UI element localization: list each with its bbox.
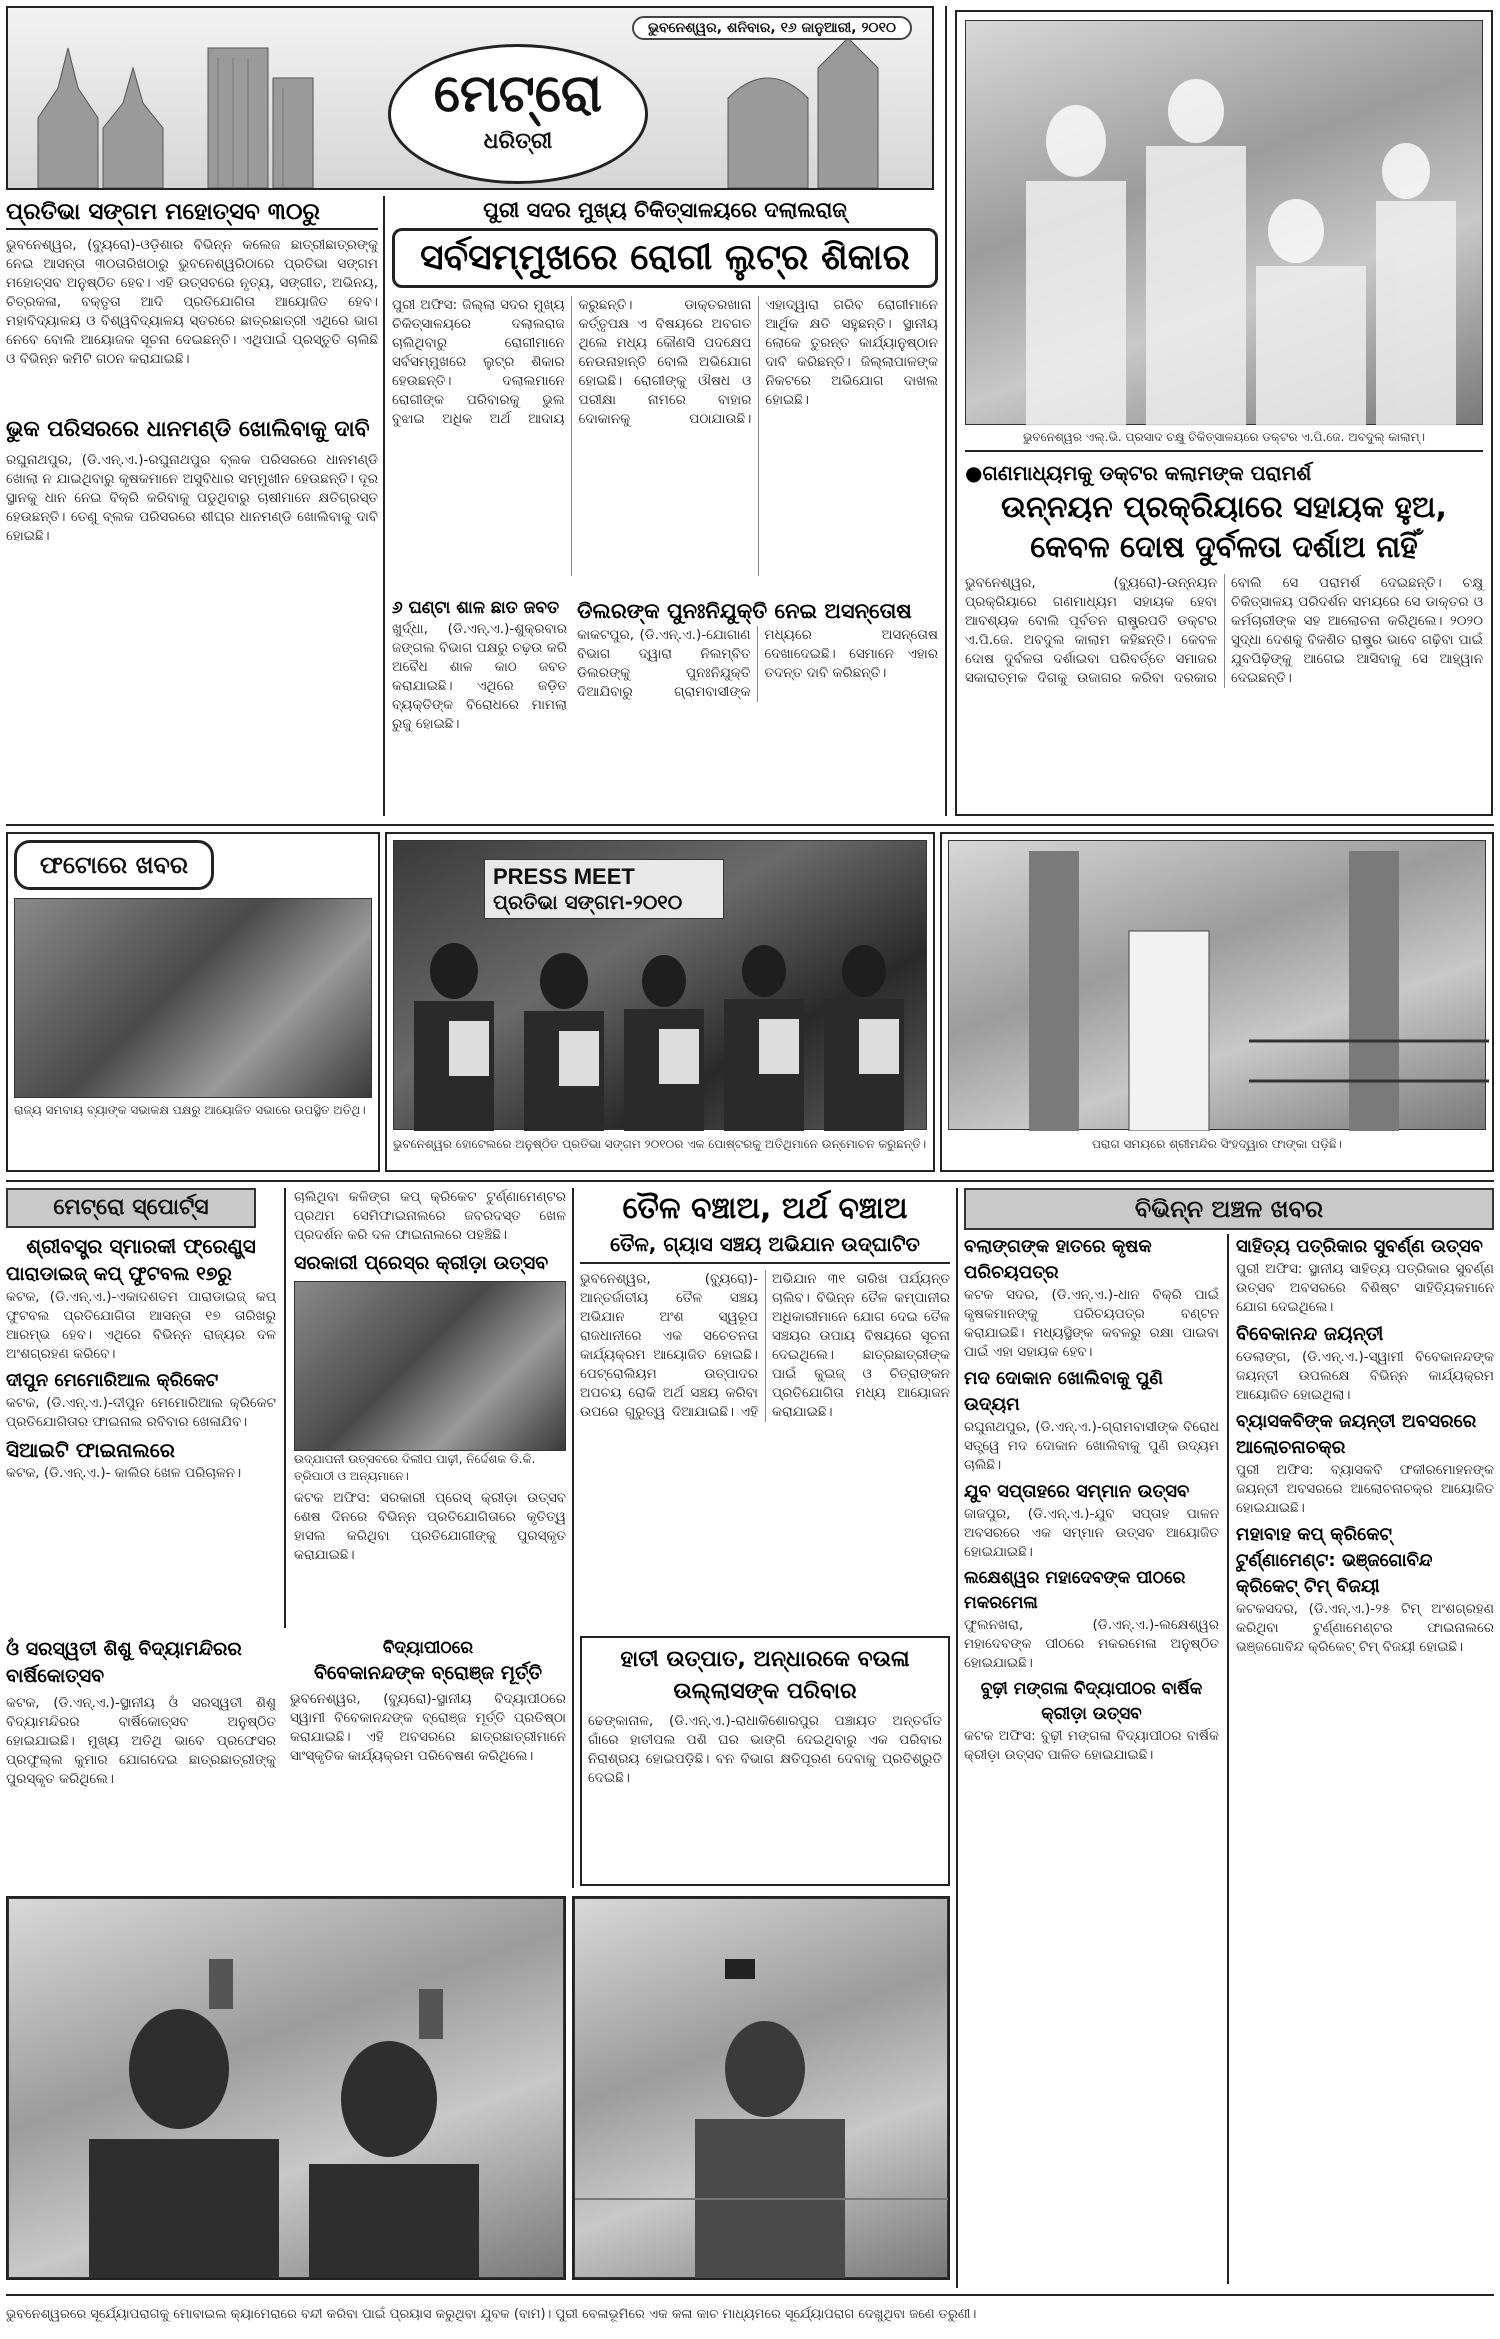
section-label: ବିଭିନ୍ନ ଅଞ୍ଚଳ ଖବର [964,1188,1494,1230]
masthead-title: ମେଟ୍ରୋ [433,64,603,124]
headline: ପ୍ରତିଭା ସଙ୍ଗମ ମହୋତ୍ସବ ୩୦ରୁ [6,196,378,230]
story-pratibha-sangam [6,196,378,411]
story-body: ଜାଜପୁର, (ଡି.ଏନ୍.ଏ.)-ଯୁବ ସପ୍ତାହ ପାଳନ ଅବସରରେ ଏକ ସମ୍ମାନ ଉତ୍ସବ ଆୟୋଜିତ ହୋଇଯାଇଛି। [964,1506,1219,1560]
kalam-photo [965,20,1483,425]
headline: ଓଁ ସରସ୍ୱତୀ ଶିଶୁ ବିଦ୍ୟାମନ୍ଦିରର ବାର୍ଷିକୋତ୍ସବ [6,1638,242,1687]
banner-title: PRESS MEET [493,864,635,889]
story-body: କଟକସଦର, (ଡି.ଏନ୍.ଏ.)-୨୫ ଟିମ୍ ଅଂଶଗ୍ରହଣ କରିଥିବା ଟୁର୍ଣ୍ଣାମେଣ୍ଟର ଫାଇନାଲରେ ଭଞ୍ଜଗୋବିନ୍ଦ କ୍ରିକେଟ୍ ଟିମ୍ ବିଜୟୀ ହୋଇଛି। [1236,1601,1494,1655]
story-body: କଟକ, (ଡି.ଏନ୍.ଏ.)-ସ୍ଥାନୀୟ ଓଁ ସରସ୍ୱତୀ ଶିଶୁ ବିଦ୍ୟାମନ୍ଦିରର ବାର୍ଷିକୋତ୍ସବ ଅନୁଷ୍ଠିତ ହୋଇଯାଇଛି। ମୁଖ୍ୟ ଅତିଥି ଭାବେ ପ୍ରଫେସର ପ୍ରଫୁଲ୍ଲ କୁମାର ଯୋଗଦେଇ ଛାତ୍ରଛାତ୍ରୀଙ୍କୁ ପୁରସ୍କୃତ କରିଥିଲେ। [6,1695,276,1787]
headline: ଦୀପୁନ ମେମୋରିଆଲ କ୍ରିକେଟ [6,1370,219,1391]
story-body: ଫୁଲନଖରା, (ଡି.ଏନ୍.ଏ.)-ଲକ୍ଷେଶ୍ୱର ମହାଦେବଙ୍କ ପୀଠରେ ମକରମେଳା ଅନୁଷ୍ଠିତ ହୋଇଯାଇଛି। [964,1617,1219,1671]
section-rule [6,1180,1494,1182]
section-label: ଫଟୋରେ ଖବର [14,840,214,890]
story-body: କଟକ, (ଡି.ଏନ୍.ଏ.)- କାଲିର ଖେଳ ପରିଚାଳନ। [6,1465,242,1481]
story-elephant [580,1636,950,1886]
temple-gate-illustration [949,841,1489,1131]
photo-news-block-1 [6,832,380,1172]
photo-caption: ରାଜ୍ୟ ସମବାୟ ବ୍ୟାଙ୍କ ସଭାକକ୍ଷ ପକ୍ଷରୁ ଆୟୋଜିତ ସଭାରେ ଉପସ୍ଥିତ ଅତିଥି। [14,1103,366,1117]
footer-rule [6,2294,1494,2296]
story-vivekananda-statue [290,1636,566,1896]
section-rule [6,824,1494,826]
kalam-photo-figures [966,21,1484,426]
press-meet-photo [393,840,927,1130]
story-body: ଭୁବନେଶ୍ୱର, (ବ୍ୟୁରୋ)-ଓଡ଼ିଶାର ବିଭିନ୍ନ କଲେଜ ଛାତ୍ରୀଛାତ୍ରଙ୍କୁ ନେଇ ଆସନ୍ତା ୩୦ତାରିଖଠାରୁ ଭୁବନେଶ୍ୱରିଠାରେ ପ୍ରତିଭା ସଙ୍ଗମ ମହୋତ୍ସବ ଅନୁଷ୍ଠିତ ହେବ। ଏହି ଉତ୍ସବରେ ନୃତ୍ୟ, ସଙ୍ଗୀତ, ଅଭିନୟ, ଚିତ୍ରକଳା, ବକ୍ତୃତା ଆଦି ପ୍ରତିଯୋଗିତା ଆୟୋଜିତ ହେବ। ମହାବିଦ୍ୟାଳୟ ଓ ବିଶ୍ୱବିଦ୍ୟାଳୟ ସ୍ତରରେ ଛାତ୍ରଛାତ୍ରୀ ଏଥିରେ ଭାଗ ନେବେ ବୋଲି ଆୟୋଜକ ସୂଚନା ଦେଇଛନ୍ତି। ଏଥିପାଇଁ ପ୍ରସ୍ତୁତି ଚାଲିଛି ଓ ବିଭିନ୍ନ କମିଟି ଗଠନ କରାଯାଇଛି। [6,237,378,367]
eclipse-figures [9,1899,565,2279]
column-rule [945,6,947,816]
eclipse-mobile-photo [8,1898,564,2278]
headline: ସିଆଇଟି ଫାଇନାଲରେ [6,1438,175,1462]
story-body: ଚାଲିଥିବା କଳିଙ୍ଗ କପ୍ କ୍ରିକେଟ ଟୁର୍ଣ୍ଣାମେଣ୍ଟର ପ୍ରଥମ ସେମିଫାଇନାଲରେ ଜବରଦସ୍ତ ଖେଳ ପ୍ରଦର୍ଶନ କରି ଦଳ ଫାଇନାଲରେ ପହଞ୍ଚିଛି। [294,1189,566,1243]
column-rule [572,1188,574,1888]
dateline: ଭୁବନେଶ୍ୱର, ଶନିବାର, ୧୬ ଜାନୁଆରୀ, ୨୦୧୦ [632,16,912,40]
footer-caption: ଭୁବନେଶ୍ୱରରେ ସୂର୍ଯ୍ୟୋପରାଗକୁ ମୋବାଇଲ କ୍ୟାମେରାରେ ବନ୍ଦୀ କରିବା ପାଇଁ ପ୍ରୟାସ କରୁଥିବା ଯୁବକ (ବାମ)। ପୁରୀ ବେଳାଭୂମିରେ ଏକ କଳା କାଚ ମାଧ୍ୟମରେ ସୂର୍ଯ୍ୟୋପରାଗ ଦେଖୁଥିବା ଜଣେ ତରୁଣୀ। [6,2307,977,2322]
headline: ଶ୍ରୀବସ୍ତ୍ର ସ୍ମାରକୀ ଫ୍ରେଣ୍ଡ୍ସ [26,1234,256,1258]
regional-section [964,1188,1494,2288]
column-rule [1227,1234,1229,2284]
column-rule [284,1188,286,1628]
headline: ମଦ ଦୋକାନ ଖୋଲିବାକୁ ପୁଣି ଉଦ୍ୟମ [964,1368,1163,1415]
banner-subtitle: ପ୍ରତିଭା ସଙ୍ଗମ-୨୦୧୦ [493,890,683,914]
substory-bhoka [392,596,567,811]
people-silhouettes [394,841,930,1131]
temple-gate-photo [948,840,1486,1130]
photo-caption: ପରାଗ ସମୟରେ ଶ୍ରୀମନ୍ଦିର ସିଂହଦ୍ୱାର ଫାଙ୍କା ପଡ଼ିଛି। [1091,1137,1343,1151]
story-body: ପୁରୀ ଅଫିସ: ବ୍ୟାସକବି ଫକୀରମୋହନଙ୍କ ଜୟନ୍ତୀ ଅବସରରେ ଆଲୋଚନାଚକ୍ର ଆୟୋଜିତ ହୋଇଯାଇଛି। [1236,1462,1494,1516]
meeting-photo [14,898,372,1098]
headline: ବଲାଙ୍ଗଙ୍କ ହାତରେ କୃଷକ ପରିଚୟପତ୍ର [964,1236,1152,1283]
masthead-oval [388,44,648,184]
headline: ସର୍ବସମ୍ମୁଖରେ ରୋଗୀ ଲୁଟ୍‌ର ଶିକାର [392,228,938,288]
photo-caption: ଉଦ୍‌ଯାପନୀ ଉତ୍ସବରେ ଦିଲୀପ ପାଢ଼ୀ, ନିର୍ଦ୍ଦେଶକ ଡି.କି. ତ୍ରିପାଠୀ ଓ ଅନ୍ୟମାନେ। [294,1452,536,1483]
eclipse-photo-left [6,1896,566,2280]
story-body: ରଘୁନାଥପୁର, (ଡି.ଏନ୍.ଏ.)-ରଘୁନାଥପୁର ବ୍ଲକ ପରିସରରେ ଧାନମଣ୍ଡି ଖୋଲା ନ ଯାଇଥିବାରୁ କୃଷକମାନେ ଅସୁବିଧାର ସମ୍ମୁଖୀନ ହେଉଛନ୍ତି। ଦୂର ସ୍ଥାନକୁ ଧାନ ନେଇ ବିକ୍ରି କରିବାକୁ ପଡୁଥିବାରୁ ଚାଷୀମାନେ କ୍ଷତିଗ୍ରସ୍ତ ହେଉଛନ୍ତି। ତେଣୁ ବ୍ଲକ ପରିସରରେ ଶୀଘ୍ର ଧାନମଣ୍ଡି ଖୋଲିବାକୁ ଦାବି ହୋଇଛି। [6,452,378,544]
photo-news-block-3 [940,832,1494,1172]
photo-caption: ଭୁବନେଶ୍ୱର ହୋଟେଲରେ ଅନୁଷ୍ଠିତ ପ୍ରତିଭା ସଙ୍ଗମ ୨୦୧୦ର ଏକ ପୋଷ୍ଟରକୁ ଅତିଥିମାନେ ଉନ୍ମୋଚନ କରୁଛନ୍ତି। [393,1137,927,1151]
headline: ମହାବାହ କପ୍ କ୍ରିକେଟ୍ ଟୁର୍ଣ୍ଣାମେଣ୍ଟ: ଭଞ୍ଜଗୋବିନ୍ଦ କ୍ରିକେଟ୍ ଟିମ୍ ବିଜୟୀ [1236,1524,1433,1597]
story-body: ପୁରୀ ଅଫିସ: ସ୍ଥାନୀୟ ସାହିତ୍ୟ ପତ୍ରିକାର ସୁବର୍ଣ୍ଣ ଉତ୍ସବ ଅବସରରେ ବିଶିଷ୍ଟ ସାହିତ୍ୟିକମାନେ ଯୋଗ ଦେଇଥିଲେ। [1236,1261,1494,1315]
regional-col-1 [964,1234,1219,2284]
story-kalam [955,10,1493,816]
eclipse-girl-figure [575,1899,949,2279]
regional-col-2 [1236,1234,1494,2284]
kicker: ●ଗଣମାଧ୍ୟମକୁ ଡକ୍ଟର କଲାମଙ୍କ ପରାମର୍ଶ [965,461,1312,485]
eclipse-photo-right [572,1896,950,2280]
headline: ବିବେକାନନ୍ଦ ଜୟନ୍ତୀ [1236,1323,1384,1345]
photo-caption: ଭୁବନେଶ୍ୱର ଏଲ୍.ଭି. ପ୍ରସାଦ ଚକ୍ଷୁ ଚିକିତ୍ସାଳୟରେ ଡକ୍ଟର ଏ.ପି.ଜେ. ଅବଦୁଲ୍ କାଲାମ୍। [965,425,1483,452]
story-saraswati [6,1636,276,1896]
story-body: କଟକ, (ଡି.ଏନ୍.ଏ.)-ଏକାଦଶତମ ପାରାଡାଇଜ୍ କପ୍ ଫୁଟବଲ ପ୍ରତିଯୋଗିତା ଆସନ୍ତା ୧୭ ତାରିଖରୁ ଆରମ୍ଭ ହେବ। ଏଥିରେ ବିଭିନ୍ନ ରାଜ୍ୟର ଦଳ ଅଂଶଗ୍ରହଣ କରିବେ। [6,1289,276,1362]
story-oil [580,1188,950,1628]
story-body: କାକଟପୁର, (ଡି.ଏନ୍.ଏ.)-ଯୋଗାଣ ବିଭାଗ ଦ୍ୱାରା ନିଲମ୍ବିତ ଡିଲରଙ୍କୁ ପୁନଃନିଯୁକ୍ତି ଦିଆଯିବାରୁ ଗ୍ରାମବାସୀଙ୍କ ମଧ୍ୟରେ ଅସନ୍ତୋଷ ଦେଖାଦେଇଛି। ସେମାନେ ଏହାର ତଦନ୍ତ ଦାବି କରିଛନ୍ତି। [577,627,938,700]
sports-col-1 [6,1232,276,1612]
sports-col-2 [294,1188,566,1628]
story-body: ଖୁର୍ଦ୍ଧା, (ଡି.ଏନ୍.ଏ.)-ଶୁକ୍ରବାର ଜଙ୍ଗଲ ବିଭାଗ ପକ୍ଷରୁ ଚଢ଼ଉ କରି ଅବୈଧ ଶାଳ କାଠ ଜବତ କରାଯାଇଛି। ଏଥିରେ ଜଡ଼ିତ ବ୍ୟକ୍ତିଙ୍କ ବିରୋଧରେ ମାମଲା ରୁଜୁ ହୋଇଛି। [392,621,567,732]
headline: ଲକ୍ଷେଶ୍ୱର ମହାଦେବଙ୍କ ପୀଠରେ ମକରମେଳା [964,1568,1186,1613]
story-dhanamandi [6,415,378,815]
headline: ସାହିତ୍ୟ ପତ୍ରିକାର ସୁବର୍ଣ୍ଣ ଉତ୍ସବ [1236,1236,1483,1257]
column-rule [383,196,385,816]
press-sports-photo [294,1281,566,1451]
headline: ପାରାଡାଇଜ୍ କପ୍ ଫୁଟବଲ ୧୭ରୁ [6,1263,232,1285]
story-body: ପୁରୀ ଅଫିସ: ଜିଲ୍ଲା ସଦର ମୁଖ୍ୟ ଚିକିତ୍ସାଳୟରେ ଦଲାଲରାଜ ଚାଲିଥିବାରୁ ରୋଗୀମାନେ ସର୍ବସମ୍ମୁଖରେ ଲୁଟ୍‌ର ଶିକାର ହେଉଛନ୍ତି। ଦଲାଲମାନେ ରୋଗୀଙ୍କ ପରିବାରକୁ ଭୁଲ ବୁଝାଇ ଅଧିକ ଅର୍ଥ ଆଦାୟ କରୁଛନ୍ତି। ଡାକ୍ତରଖାନା କର୍ତ୍ତୃପକ୍ଷ ଏ ବିଷୟରେ ଅବଗତ ଥିଲେ ମଧ୍ୟ କୌଣସି ପଦକ୍ଷେପ ନେଉନାହାନ୍ତି ବୋଲି ଅଭିଯୋଗ ହୋଇଛି। ରୋଗୀଙ୍କୁ ଔଷଧ ଓ ପରୀକ୍ଷା ନାମରେ ବାହାର ଦୋକାନକୁ ପଠାଯାଉଛି। ଏହାଦ୍ୱାରା ଗରିବ ରୋଗୀମାନେ ଆର୍ଥିକ କ୍ଷତି ସହୁଛନ୍ତି। ସ୍ଥାନୀୟ ଲୋକେ ତୁରନ୍ତ କାର୍ଯ୍ୟାନୁଷ୍ଠାନ ଦାବି କରିଛନ୍ତି। ଜିଲ୍ଲାପାଳଙ୍କ ନିକଟରେ ଅଭିଯୋଗ ଦାଖଲ ହୋଇଛି। [392,297,938,427]
kicker: ପୁରୀ ସଦର ମୁଖ୍ୟ ଚିକିତ୍ସାଳୟରେ ଦଲାଲରାଜ୍ [483,198,847,222]
headline: ବିବେକାନନ୍ଦଙ୍କ ବ୍ରୋଞ୍ଜ ମୂର୍ତ୍ତି [313,1662,543,1684]
section-label: ମେଟ୍ରୋ ସ୍ପୋର୍ଟ୍ସ [6,1188,256,1228]
headline: ବ୍ୟାସକବିଙ୍କ ଜୟନ୍ତୀ ଅବସରରେ ଆଲୋଚନାଚକ୍ର [1236,1411,1477,1458]
headline: ଡିଲରଙ୍କ ପୁନଃନିଯୁକ୍ତି ନେଇ ଅସନ୍ତୋଷ [577,599,912,623]
story-body: ଭୁବନେଶ୍ୱର, (ବ୍ୟୁରୋ)-ସ୍ଥାନୀୟ ବିଦ୍ୟାପୀଠରେ ସ୍ୱାମୀ ବିବେକାନନ୍ଦଙ୍କ ବ୍ରୋଞ୍ଜ ମୂର୍ତ୍ତି ପ୍ରତିଷ୍ଠା କରାଯାଇଛି। ଏହି ଅବସରରେ ଛାତ୍ରଛାତ୍ରୀମାନେ ସାଂସ୍କୃତିକ କାର୍ଯ୍ୟକ୍ରମ ପରିବେଷଣ କରିଥିଲେ। [290,1691,566,1764]
substory-dilara [577,596,938,811]
story-body: କଟକ ଅଫିସ: ବୁଢ଼ୀ ମଙ୍ଗଳା ବିଦ୍ୟାପୀଠର ବାର୍ଷିକ କ୍ରୀଡ଼ା ଉତ୍ସବ ପାଳିତ ହୋଇଯାଇଛି। [964,1728,1219,1763]
eclipse-beach-photo [574,1898,948,2278]
photo-news-block-2 [385,832,935,1172]
headline: ବୁଢ଼ୀ ମଙ୍ଗଳା ବିଦ୍ୟାପୀଠର ବାର୍ଷିକ କ୍ରୀଡ଼ା ଉତ୍ସବ [980,1679,1203,1724]
kicker: ବିଦ୍ୟାପୀଠରେ [382,1638,474,1658]
column-rule [956,1188,958,2288]
headline: ଯୁବ ସପ୍ତାହରେ ସମ୍ମାନ ଉତ୍ସବ [964,1481,1190,1502]
headline: ୬ ଘଣ୍ଟା ଶାଳ ଛାତ ଜବତ [392,598,560,618]
headline: ଭୁକ ପରିସରରେ ଧାନମଣ୍ଡି ଖୋଲିବାକୁ ଦାବି [6,417,370,442]
headline: ଉନ୍ନୟନ ପ୍ରକ୍ରିୟାରେ ସହାୟକ ହୁଅ, କେବଳ ଦୋଷ ଦୁର୍ବଳତା ଦର୍ଶାଅ ନାହିଁ [1001,490,1447,565]
story-body: କଟକ ସଦର, (ଡି.ଏନ୍.ଏ.)-ଧାନ ବିକ୍ରି ପାଇଁ କୃଷକମାନଙ୍କୁ ପରିଚୟପତ୍ର ବଣ୍ଟନ କରାଯାଇଛି। ମଧ୍ୟସ୍ଥିଙ୍କ କବଳରୁ ରକ୍ଷା ପାଇବା ପାଇଁ ଏହା ସହାୟକ ହେବ। [964,1287,1219,1360]
story-body: ଭୁବନେଶ୍ୱର, (ବ୍ୟୁରୋ)-ଉନ୍ନୟନ ପ୍ରକ୍ରିୟାରେ ଗଣମାଧ୍ୟମ ସହାୟକ ହେବା ଆବଶ୍ୟକ ବୋଲି ପୂର୍ବତନ ରାଷ୍ଟ୍ରପତି ଡକ୍ଟର ଏ.ପି.ଜେ. ଅବଦୁଲ କାଲାମ କହିଛନ୍ତି। କେବଳ ଦୋଷ ଦୁର୍ବଳତା ଦର୍ଶାଇବା ପରିବର୍ତ୍ତେ ସମାଜର ସକାରାତ୍ମକ ଦିଗକୁ ଉଜାଗର କରିବା ଦରକାର ବୋଲି ସେ ପରାମର୍ଶ ଦେଇଛନ୍ତି। ଚକ୍ଷୁ ଚିକିତ୍ସାଳୟ ପରିଦର୍ଶନ ସମୟରେ ସେ ଡାକ୍ତର ଓ କର୍ମଚାରୀଙ୍କ ସହ ଆଲୋଚନା କରିଥିଲେ। ୨୦୨୦ ସୁଦ୍ଧା ଦେଶକୁ ବିକଶିତ ରାଷ୍ଟ୍ର ଭାବେ ଗଢ଼ିବା ପାଇଁ ଯୁବପିଢ଼ିଙ୍କୁ ଆଗେଇ ଆସିବାକୁ ସେ ଆହ୍ୱାନ ଦେଇଛନ୍ତି। [965,575,1483,686]
story-body: ଢେଙ୍କାନାଳ, (ଡି.ଏନ୍.ଏ.)-ରାଧାକିଶୋରପୁର ପଞ୍ଚାୟତ ଅନ୍ତର୍ଗତ ଗାଁରେ ହାତୀପଲ ପଶି ଘର ଭାଙ୍ଗି ଦେଇଥିବାରୁ ଏକ ପରିବାର ନିରାଶ୍ରୟ ହୋଇପଡ଼ିଛି। ବନ ବିଭାଗ କ୍ଷତିପୂରଣ ଦେବାକୁ ପ୍ରତିଶ୍ରୁତି ଦେଇଛି। [588,1713,942,1786]
masthead-subtitle: ଧରିତ୍ରୀ [483,129,553,154]
masthead [6,6,934,190]
story-body: କଟକ, (ଡି.ଏନ୍.ଏ.)-ଦୀପୁନ ମେମୋରିଆଲ କ୍ରିକେଟ ପ୍ରତିଯୋଗିତାର ଫାଇନାଲ ରବିବାର ଖେଳାଯିବ। [6,1395,276,1430]
headline: ହାତୀ ଉତ୍ପାତ, ଅନ୍ଧାରକେ ବଉଳା ଉଲ୍ଲାସଙ୍କ ପରିବାର [620,1647,910,1704]
story-body: କଟକ ଅଫିସ: ସରକାରୀ ପ୍ରେସ୍ କ୍ରୀଡ଼ା ଉତ୍ସବ ଶେଷ ଦିନରେ ବିଭିନ୍ନ ପ୍ରତିଯୋଗିତାରେ କୃତିତ୍ୱ ହାସଲ କରିଥିବା ପ୍ରତିଯୋଗୀଙ୍କୁ ପୁରସ୍କୃତ କରାଯାଇଛି। [294,1490,566,1563]
story-body: ରଘୁନାଥପୁର, (ଡି.ଏନ୍.ଏ.)-ଗ୍ରାମବାସୀଙ୍କ ବିରୋଧ ସତ୍ତ୍ୱେ ମଦ ଦୋକାନ ଖୋଲିବାକୁ ପୁଣି ଉଦ୍ୟମ ଚାଲିଛି। [964,1419,1219,1473]
headline: ସରକାରୀ ପ୍ରେସ୍‌ର କ୍ରୀଡ଼ା ଉତ୍ସବ [294,1252,549,1274]
story-lead [392,196,938,816]
headline: ତୈଳ ବଞ୍ଚାଅ, ଅର୍ଥ ବଞ୍ଚାଅ [622,1191,908,1226]
story-body: ଭୁବନେଶ୍ୱର, (ବ୍ୟୁରୋ)-ଆନ୍ତର୍ଜାତୀୟ ତୈଳ ସଞ୍ଚୟ ଅଭିଯାନ ଅଂଶ ସ୍ୱରୂପ ରାଜଧାନୀରେ ଏକ ସଚେତନତା କାର୍ଯ୍ୟକ୍ରମ ଆୟୋଜିତ ହୋଇଛି। ପେଟ୍ରୋଲିୟମ ଉତ୍ପାଦର ଅପଚୟ ରୋକି ଅର୍ଥ ସଞ୍ଚୟ କରିବା ଉପରେ ଗୁରୁତ୍ୱ ଦିଆଯାଇଛି। ଏହି ଅଭିଯାନ ୩୧ ତାରିଖ ପର୍ଯ୍ୟନ୍ତ ଚାଲିବ। ବିଭିନ୍ନ ତୈଳ କମ୍ପାନୀର ଅଧିକାରୀମାନେ ଯୋଗ ଦେଇ ତୈଳ ସଞ୍ଚୟର ଉପାୟ ବିଷୟରେ ସୂଚନା ଦେଇଥିଲେ। ଛାତ୍ରଛାତ୍ରୀଙ୍କ ପାଇଁ କୁଇଜ୍ ଓ ଚିତ୍ରାଙ୍କନ ପ୍ରତିଯୋଗିତା ମଧ୍ୟ ଆୟୋଜନ କରାଯାଇଛି। [580,1271,950,1420]
subhead: ତୈଳ, ଗ୍ୟାସ ସଞ୍ଚୟ ଅଭିଯାନ ଉଦ୍‌ଘାଟିତ [580,1230,950,1264]
story-body: ଡେଲାଙ୍ଗ, (ଡି.ଏନ୍.ଏ.)-ସ୍ୱାମୀ ବିବେକାନନ୍ଦଙ୍କ ଜୟନ୍ତୀ ଉପଲକ୍ଷେ ବିଭିନ୍ନ କାର୍ଯ୍ୟକ୍ରମ ଆୟୋଜିତ ହୋଇଥିଲା। [1236,1349,1494,1403]
